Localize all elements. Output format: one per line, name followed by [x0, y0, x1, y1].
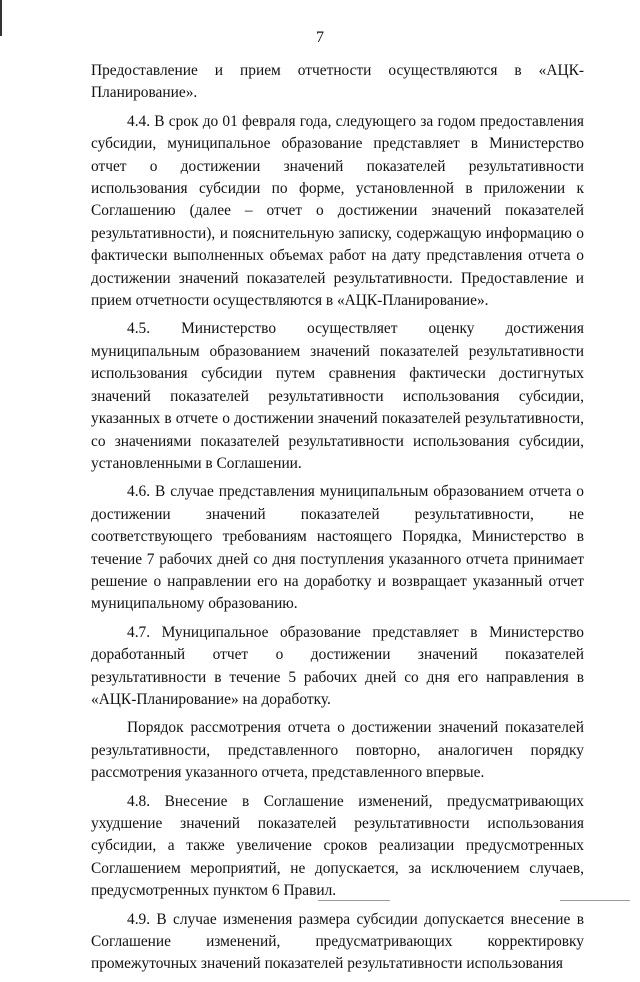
scan-mark: [318, 900, 390, 901]
paragraph-4-9: 4.9. В случае изменения размера субсидии допускается внесение в Соглашение изменений, предусматривающих корректировку промежуточных значений показателей результативности использования: [91, 910, 584, 973]
document-body: [91, 60, 584, 982]
paragraph-4-4: 4.4. В срок до 01 февраля года, следующего за годом предоставления субсидии, муниципальное образование представляет в Министерство отчет о достижении значений показателей результативности использования субсидии по форме, установленной в приложении к Соглашению (далее – отчет о достижении значений показателей результативности), и пояснительную записку, содержащую информацию о фактически выполненных объемах работ на дату представления отчета о достижении значений показателей результативности. Предоставление и прием отчетности осуществляются в «АЦК-Планирование».: [91, 112, 584, 310]
paragraph-4-5: 4.5. Министерство осуществляет оценку достижения муниципальным образованием значений показателей результативности использования субсидии путем сравнения фактически достигнутых значений показателей результативности использования субсидии, указанных в отчете о достижении значений показателей результативности, со значениями показателей результативности использования субсидии, установленными в Соглашении.: [91, 320, 584, 472]
paragraph-4-7: 4.7. Муниципальное образование представляет в Министерство доработанный отчет о достижении значений показателей результативности в течение 5 рабочих дней со дня его направления в «АЦК-Планирование» на доработку.: [91, 623, 584, 708]
paragraph-continuation: Предоставление и прием отчетности осуществляются в «АЦК-Планирование».: [91, 62, 584, 102]
paragraph-4-6: 4.6. В случае представления муниципальным образованием отчета о достижении значений показателей результативности, не соответствующего требованиям настоящего Порядка, Министерство в течение 7 рабочих дней со дня поступления указанного отчета принимает решение о направлении его на доработку и возвращает указанный отчет муниципальному образованию.: [91, 483, 584, 613]
paragraph-4-8: 4.8. Внесение в Соглашение изменений, предусматривающих ухудшение значений показателей результативности использования субсидии, а также увеличение сроков реализации предусмотренных Соглашением мероприятий, не допускается, за исключением случаев, предусмотренных пунктом 6 Правил.: [91, 792, 584, 900]
scan-bottom-marks: [0, 897, 640, 905]
scan-mark: [560, 900, 630, 901]
page-number: 7: [316, 29, 324, 46]
paragraph-4-7-repeat-review: Порядок рассмотрения отчета о достижении значений показателей результативности, представленного повторно, аналогичен порядку рассмотрения указанного отчета, представленного впервые.: [91, 719, 584, 782]
